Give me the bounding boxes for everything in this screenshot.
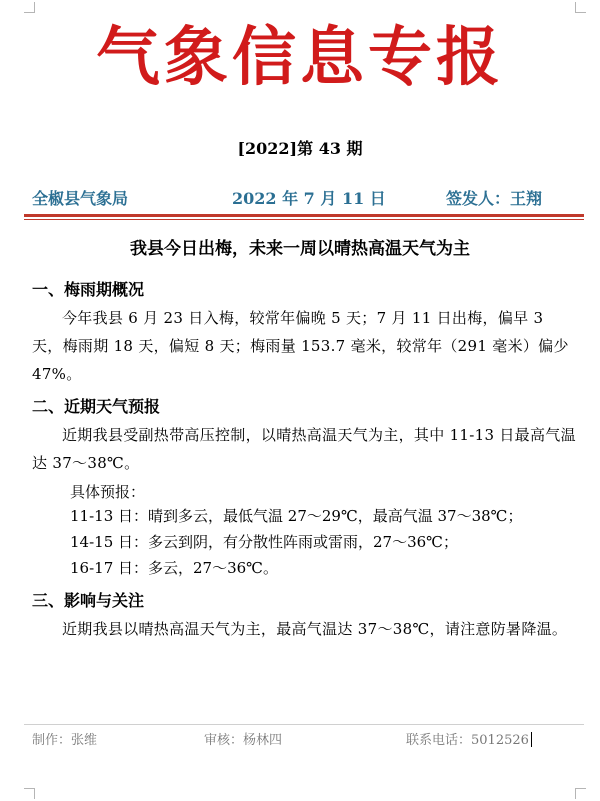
section-paragraph: 今年我县 6 月 23 日入梅，较常年偏晚 5 天；7 月 11 日出梅，偏早 3 天，梅雨期 18 天，偏短 8 天；梅雨量 153.7 毫米，较常年（291 毫米）偏少 47%。: [32, 309, 569, 383]
report-headline: 我县今日出梅，未来一周以晴热高温天气为主: [130, 239, 470, 259]
footer-maker: 制作：张维: [32, 733, 98, 748]
section-heading: 二、近期天气预报: [32, 397, 161, 416]
footer-phone[interactable]: [406, 729, 532, 748]
header-rule-thick: [24, 214, 584, 217]
footer-phone-text: 联系电话：5012526: [406, 733, 529, 748]
signer: 签发人：王翔: [446, 189, 543, 208]
page-corner-mark: [24, 788, 35, 799]
masthead-title: 气象信息专报: [96, 20, 504, 95]
issue-date: 2022 年 7 月 11 日: [232, 189, 386, 208]
footer-reviewer: 审核：杨林四: [204, 733, 283, 748]
page-corner-mark: [24, 2, 35, 13]
page-corner-mark: [575, 788, 586, 799]
issuing-org: 全椒县气象局: [32, 189, 129, 208]
forecast-label: 具体预报：: [70, 483, 146, 501]
page-corner-mark: [575, 2, 586, 13]
section-paragraph: 近期我县受副热带高压控制，以晴热高温天气为主，其中 11-13 日最高气温达 37～38℃。: [32, 426, 576, 472]
section-heading: 三、影响与关注: [32, 591, 145, 610]
section-paragraph: 近期我县以晴热高温天气为主，最高气温达 37～38℃，请注意防暑降温。: [62, 620, 568, 638]
issue-number: [2022]第 43 期: [237, 139, 363, 158]
forecast-line: 11-13 日：晴到多云，最低气温 27～29℃，最高气温 37～38℃；: [70, 507, 523, 525]
forecast-line: 14-15 日：多云到阴，有分散性阵雨或雷雨，27～36℃；: [70, 533, 458, 551]
forecast-line: 16-17 日：多云，27～36℃。: [70, 559, 278, 577]
section-heading: 一、梅雨期概况: [32, 280, 145, 299]
header-rule-thin: [24, 219, 584, 220]
footer-rule: [24, 724, 584, 725]
text-cursor: [531, 732, 532, 747]
